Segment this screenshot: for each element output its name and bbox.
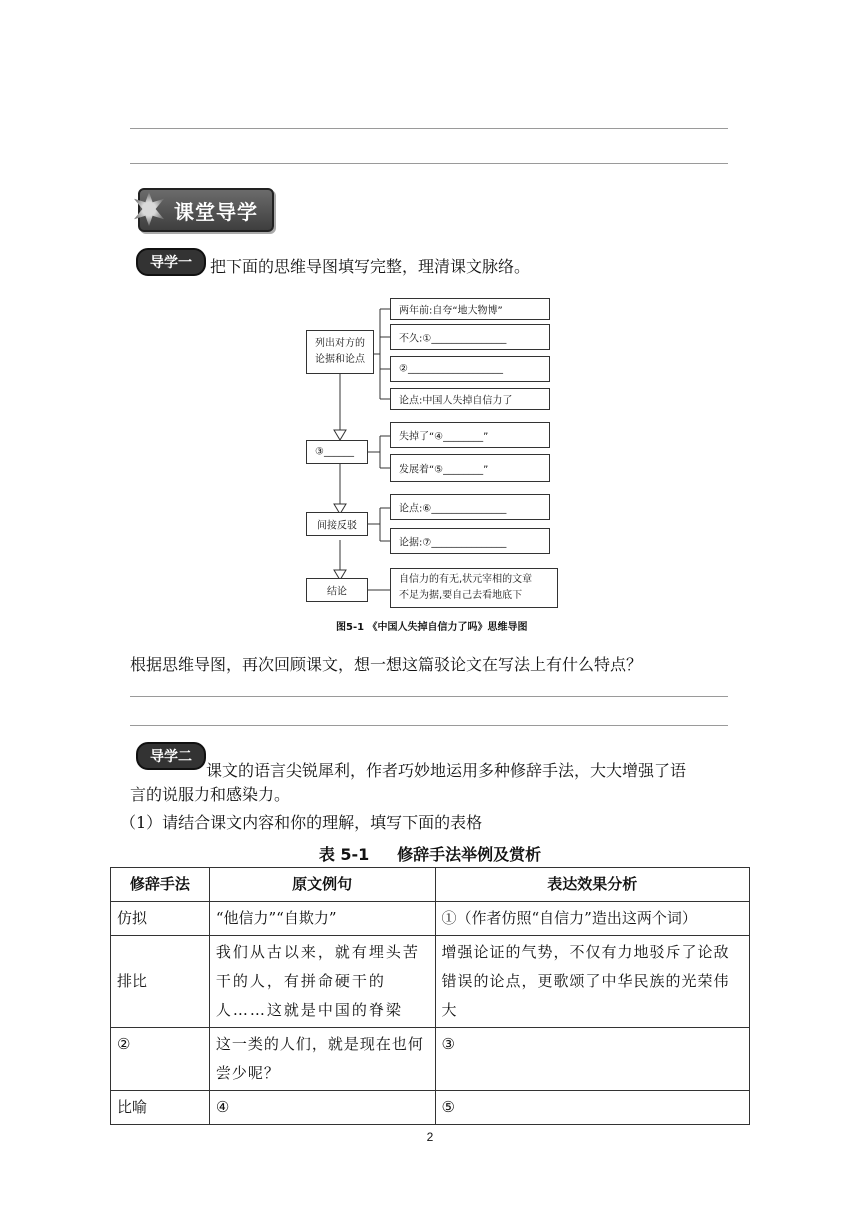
table-cell: 排比 bbox=[111, 936, 210, 1028]
table-header: 表达效果分析 bbox=[435, 868, 749, 902]
daoxue-badge-2: 导学二 bbox=[136, 742, 206, 770]
table-cell: ①（作者仿照“自信力”造出这两个词） bbox=[435, 902, 749, 936]
answer-line bbox=[130, 163, 728, 164]
mm-branch: 两年前:自夸“地大物博” bbox=[390, 298, 550, 320]
table-header-row bbox=[111, 868, 750, 902]
table-row bbox=[111, 1091, 750, 1125]
mm-branch: 论点:中国人失掉自信力了 bbox=[390, 388, 550, 410]
daoxue-1-instruction: 把下面的思维导图填写完整，理清课文脉络。 bbox=[210, 257, 531, 276]
table-cell: “他信力”“自欺力” bbox=[209, 902, 435, 936]
mm-branch: 发展着“⑤________” bbox=[390, 454, 550, 482]
table-row bbox=[111, 1028, 750, 1091]
mm-node-3: ③______ bbox=[306, 440, 368, 464]
daoxue-badge-1: 导学一 bbox=[136, 248, 206, 276]
table-cell: 增强论证的气势，不仅有力地驳斥了论敌错误的论点，更歌颂了中华民族的光荣伟大 bbox=[435, 936, 749, 1028]
answer-line bbox=[130, 128, 728, 129]
answer-line bbox=[130, 725, 728, 726]
table-cell: ③ bbox=[435, 1028, 749, 1091]
table-cell: 我们从古以来，就有埋头苦干的人，有拼命硬干的人……这就是中国的脊梁 bbox=[209, 936, 435, 1028]
daoxue-2-line-1: 课文的语言尖锐犀利，作者巧妙地运用多种修辞手法，大大增强了语 bbox=[206, 761, 687, 780]
page-number: 2 bbox=[426, 1130, 434, 1144]
table-header: 原文例句 bbox=[209, 868, 435, 902]
mm-branch: 论据:⑦_______________ bbox=[390, 528, 550, 554]
mm-branch: ②___________________ bbox=[390, 356, 550, 382]
table-cell: 这一类的人们，就是现在也何尝少呢？ bbox=[209, 1028, 435, 1091]
table-row bbox=[111, 902, 750, 936]
table-cell: ④ bbox=[209, 1091, 435, 1125]
question-1: 根据思维导图，再次回顾课文，想一想这篇驳论文在写法上有什么特点？ bbox=[130, 655, 643, 674]
mm-branch: 论点:⑥_______________ bbox=[390, 494, 550, 520]
mind-map-caption: 图5-1 《中国人失掉自信力了吗》思维导图 bbox=[336, 622, 528, 633]
mm-branch: 失掉了“④________” bbox=[390, 422, 550, 448]
daoxue-2-subquestion: （1）请结合课文内容和你的理解，填写下面的表格 bbox=[120, 813, 483, 832]
table-cell: ⑤ bbox=[435, 1091, 749, 1125]
mind-map bbox=[300, 292, 570, 632]
answer-line bbox=[130, 696, 728, 697]
mm-node-indirect: 间接反驳 bbox=[306, 512, 368, 536]
mm-branch: 不久:①_______________ bbox=[390, 324, 550, 350]
table-cell: 仿拟 bbox=[111, 902, 210, 936]
mm-node-list: 列出对方的 论据和论点 bbox=[306, 330, 374, 374]
section-badge: 课堂导学 bbox=[138, 188, 274, 232]
mm-branch: 自信力的有无,状元宰相的文章 不足为据,要自己去看地底下 bbox=[390, 568, 558, 608]
table-cell: ② bbox=[111, 1028, 210, 1091]
mm-node-conclusion: 结论 bbox=[306, 578, 368, 602]
table-row bbox=[111, 936, 750, 1028]
table-cell: 比喻 bbox=[111, 1091, 210, 1125]
rhetoric-table bbox=[110, 867, 750, 1125]
table-caption: 表 5-1 修辞手法举例及赏析 bbox=[318, 845, 542, 864]
daoxue-2-line-2: 言的说服力和感染力。 bbox=[130, 785, 291, 804]
table-header: 修辞手法 bbox=[111, 868, 210, 902]
